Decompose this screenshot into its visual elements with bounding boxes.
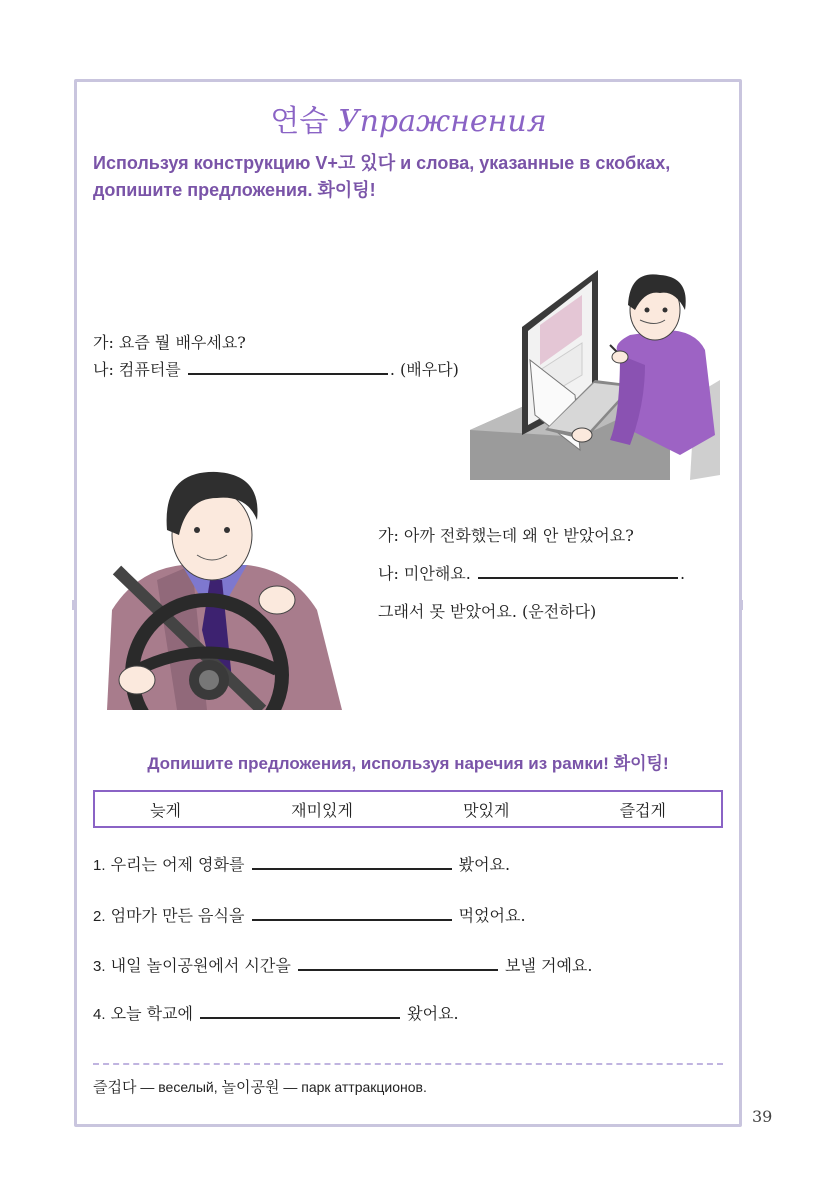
dialog1-line2 xyxy=(93,357,459,380)
glossary-definition: — веселый, xyxy=(136,1079,222,1095)
exercise-1 xyxy=(93,852,510,875)
dialog2-line2-prefix: 나: 미안해요. xyxy=(378,564,471,583)
dialog2-line3: 그래서 못 받았어요. (운전하다) xyxy=(378,602,597,621)
instruction-1-text-a: Используя конструкцию V+ xyxy=(93,153,338,173)
instruction-2 xyxy=(93,750,723,777)
page-number: 39 xyxy=(752,1107,773,1126)
instruction-1-text-d: допишите предложения. xyxy=(93,180,318,200)
exercise-3 xyxy=(93,953,592,976)
glossary xyxy=(93,1076,427,1097)
glossary-term: 즐겁다 xyxy=(93,1078,137,1096)
answer-blank[interactable] xyxy=(252,856,452,870)
word-bank-item: 맛있게 xyxy=(463,800,510,820)
exercise-prefix: 엄마가 만든 음식을 xyxy=(110,906,245,925)
exercise-number: 1. xyxy=(93,857,106,874)
answer-blank[interactable] xyxy=(200,1005,400,1019)
answer-blank[interactable] xyxy=(478,565,678,579)
exercise-prefix: 우리는 어제 영화를 xyxy=(110,855,245,874)
dialog1-line2-suffix: . (배우다) xyxy=(389,360,459,379)
word-bank-item: 재미있게 xyxy=(291,800,353,820)
instruction-1-text-b: 고 있다 xyxy=(337,153,396,173)
exercise-suffix: 먹었어요. xyxy=(458,906,526,925)
instruction-1-fighting: 화이팅! xyxy=(317,180,376,200)
dialog2-line2 xyxy=(378,561,685,584)
page-title xyxy=(0,96,817,140)
exercise-4 xyxy=(93,1001,459,1024)
dashed-divider xyxy=(93,1063,723,1065)
word-bank-item: 즐겁게 xyxy=(619,800,666,820)
exercise-number: 3. xyxy=(93,958,106,975)
glossary-definition: — парк аттракционов. xyxy=(279,1079,427,1095)
dialog1-line2-prefix: 나: 컴퓨터를 xyxy=(93,360,181,379)
exercise-suffix: 보낼 거예요. xyxy=(505,956,593,975)
answer-blank[interactable] xyxy=(298,957,498,971)
answer-blank[interactable] xyxy=(252,907,452,921)
computer-user-illustration xyxy=(470,265,725,480)
instruction-1-text-c: и слова, указанные в скобках, xyxy=(395,153,671,173)
dialog1-line1: 가: 요즘 뭘 배우세요? xyxy=(93,333,246,352)
exercise-prefix: 내일 놀이공원에서 시간을 xyxy=(110,956,291,975)
title-korean: 연습 xyxy=(270,104,329,139)
exercise-suffix: 왔어요. xyxy=(407,1004,459,1023)
driver-illustration xyxy=(97,460,347,710)
exercise-suffix: 봤어요. xyxy=(458,855,511,874)
instruction-2-fighting: 화이팅! xyxy=(613,754,669,773)
dialog2-line1: 가: 아까 전화했는데 왜 안 받았어요? xyxy=(378,526,634,545)
answer-blank[interactable] xyxy=(188,361,388,375)
exercise-2 xyxy=(93,903,526,926)
exercise-number: 4. xyxy=(93,1006,106,1023)
frame-tick-left xyxy=(72,600,75,610)
dialog2-line2-suffix: . xyxy=(679,564,686,583)
frame-tick-right xyxy=(740,600,743,610)
exercise-prefix: 오늘 학교에 xyxy=(110,1004,193,1023)
word-bank xyxy=(93,790,723,828)
word-bank-item: 늦게 xyxy=(150,800,181,820)
instruction-1 xyxy=(93,150,723,204)
exercise-number: 2. xyxy=(93,908,106,925)
instruction-2-text: Допишите предложения, используя наречия из рамки! xyxy=(147,754,614,773)
glossary-term: 놀이공원 xyxy=(221,1078,280,1096)
title-russian: Упражнения xyxy=(337,104,547,139)
